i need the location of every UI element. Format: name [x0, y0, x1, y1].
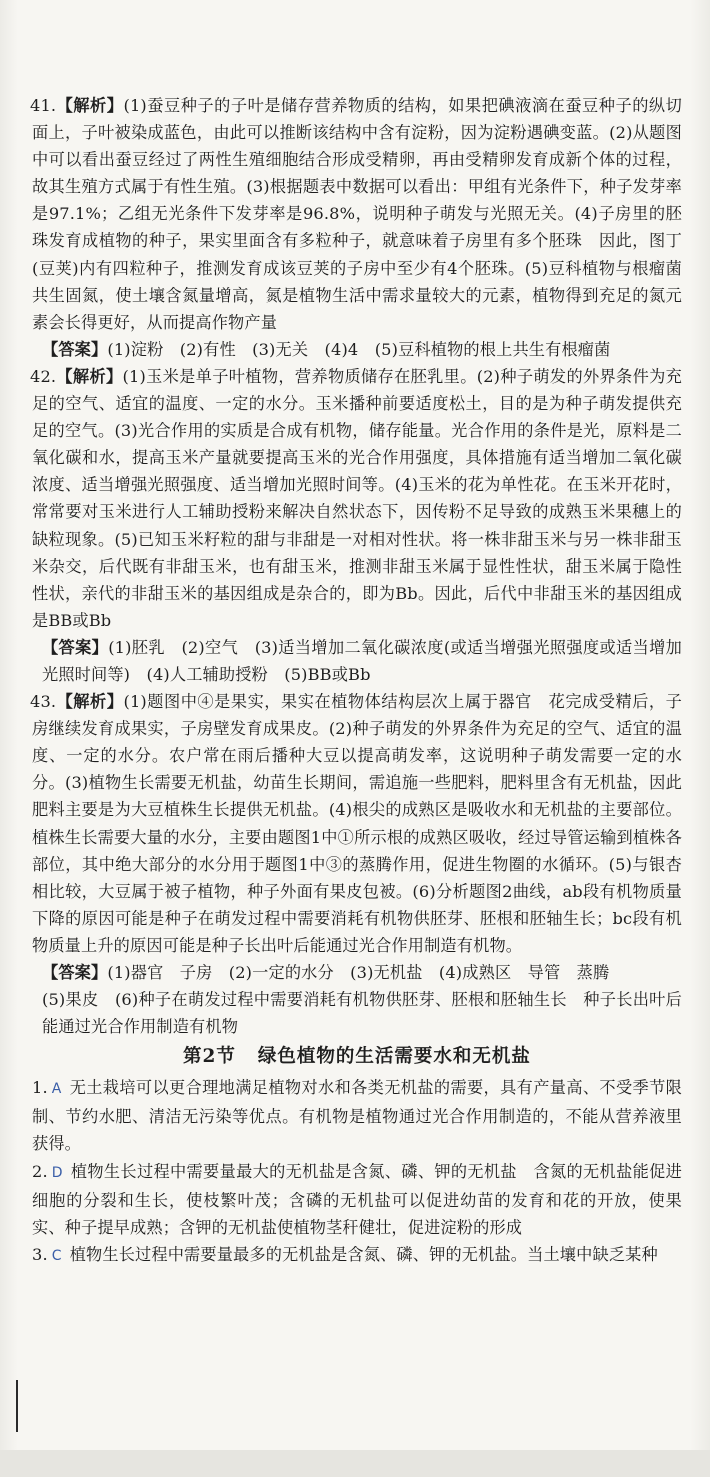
q42-analysis-tag: 【解析】 — [56, 366, 123, 386]
item-number: 3. — [32, 1244, 48, 1264]
q42-analysis-text: (1)玉米是单子叶植物，营养物质储存在胚乳里。(2)种子萌发的外界条件为充足的空气、适宜的温度、一定的水分。玉米播种前要适度松土，目的是为种子萌发提供充足的空气。(3)光合作用的实质是合成有机物，储存能量。光合作用的条件是光，原料是二氧化碳和水，提高玉米产量就要提高玉米的光合作用强度，具体措施有适当增加二氧化碳浓度、适当增强光照强度、适当增加光照时间等。(4)玉米的花为单性花。在玉米开花时，常常要对玉米进行人工辅助授粉来解决自然状态下，因传粉不足导致的成熟玉米果穗上的缺粒现象。(5)已知玉米籽粒的甜与非甜是一对相对性状。将一株非甜玉米与另一株非甜玉米杂交，后代既有非甜玉米，也有甜玉米，推测非甜玉米属于显性性状，甜玉米属于隐性性状，亲代的非甜玉米的基因组成是杂合的，即为Bb。因此，后代中非甜玉米的基因组成是BB或Bb — [32, 366, 682, 630]
q43-answer-line2: (5)果皮 (6)种子在萌发过程中需要消耗有机物供胚芽、胚根和胚轴生长 种子长出叶后能通过光合作用制造有机物 — [42, 990, 682, 1037]
q43-number: 43. — [30, 692, 57, 712]
item-number: 1. — [32, 1078, 48, 1098]
list-item — [32, 1158, 682, 1241]
item-text: 无土栽培可以更合理地满足植物对水和各类无机盐的需要，具有产量高、不受季节限制、节约水肥、清洁无污染等优点。有机物是植物通过光合作用制造的，不能从营养液里获得。 — [32, 1078, 682, 1154]
q41-answer-text: (1)淀粉 (2)有性 (3)无关 (4)4 (5)豆科植物的根上共生有根瘤菌 — [107, 339, 611, 359]
section-title: 绿色植物的生活需要水和无机盐 — [257, 1046, 531, 1068]
q42-number: 42. — [30, 366, 57, 386]
page-bottom-band — [0, 1450, 710, 1477]
q42-answer-text: (1)胚乳 (2)空气 (3)适当增加二氧化碳浓度(或适当增强光照强度或适当增加光照时间等) (4)人工辅助授粉 (5)BB或Bb — [42, 637, 682, 684]
q43-answer-tag: 【答案】 — [42, 963, 108, 982]
q43-analysis — [32, 688, 682, 959]
margin-rule — [16, 1380, 18, 1432]
q43-answer — [32, 959, 682, 986]
q41-answer — [32, 336, 682, 363]
item-text: 植物生长过程中需要量最大的无机盐是含氮、磷、钾的无机盐 含氮的无机盐能促进细胞的分裂和生长，使枝繁叶茂；含磷的无机盐可以促进幼苗的发育和花的开放，使果实、种子提早成熟；含钾的无机盐使植物茎秆健壮，促进淀粉的形成 — [32, 1161, 682, 1237]
list-item — [32, 1241, 682, 1270]
section-heading — [32, 1042, 682, 1072]
item-option: A — [51, 1081, 62, 1098]
q42-answer — [32, 634, 682, 688]
q41-answer-tag: 【答案】 — [42, 339, 108, 359]
q41-analysis-tag: 【解析】 — [56, 96, 124, 115]
q43-analysis-tag: 【解析】 — [56, 692, 124, 712]
q43-answer-line1: (1)器官 子房 (2)一定的水分 (3)无机盐 (4)成熟区 导管 蒸腾 — [107, 963, 610, 982]
q41-analysis-text: (1)蚕豆种子的子叶是储存营养物质的结构，如果把碘液滴在蚕豆种子的纵切面上，子叶被染成蓝色，由此可以推断该结构中含有淀粉，因为淀粉遇碘变蓝。(2)从题图中可以看出蚕豆经过了两性生殖细胞结合形成受精卵，再由受精卵发育成新个体的过程，故其生殖方式属于有性生殖。(3)根据题表中数据可以看出：甲组有光条件下，种子发芽率是97.1%；乙组无光条件下发芽率是96.8%，说明种子萌发与光照无关。(4)子房里的胚珠发育成植物的种子，果实里面含有多粒种子，就意味着子房里有多个胚珠 因此，图丁(豆荚)内有四粒种子，推测发育成该豆荚的子房中至少有4个胚珠。(5)豆科植物与根瘤菌共生固氮，使土壤含氮量增高，氮是植物生活中需求量较大的元素，植物得到充足的氮元素会长得更好，从而提高作物产量 — [32, 96, 682, 332]
q41-analysis — [32, 92, 682, 336]
q41-number: 41. — [30, 96, 57, 115]
q42-analysis — [32, 363, 682, 634]
section-number: 第2节 — [183, 1046, 236, 1068]
list-item — [32, 1074, 682, 1157]
item-option: C — [51, 1247, 62, 1264]
q43-analysis-text: (1)题图中④是果实，果实在植物体结构层次上属于器官 花完成受精后，子房继续发育成果实，子房壁发育成果皮。(2)种子萌发的外界条件为充足的空气、适宜的温度、一定的水分。农户常在雨后播种大豆以提高萌发率，这说明种子萌发需要一定的水分。(3)植物生长需要无机盐，幼苗生长期间，需追施一些肥料，肥料里含有无机盐，因此肥料主要是为大豆植株生长提供无机盐。(4)根尖的成熟区是吸收水和无机盐的主要部位。植株生长需要大量的水分，主要由题图1中①所示根的成熟区吸收，经过导管运输到植株各部位，其中绝大部分的水分用于题图1中③的蒸腾作用，促进生物圈的水循环。(5)与银杏相比较，大豆属于被子植物，种子外面有果皮包被。(6)分析题图2曲线，ab段有机物质量下降的原因可能是种子在萌发过程中需要消耗有机物供胚芽、胚根和胚轴生长；bc段有机物质量上升的原因可能是种子长出叶后能通过光合作用制造有机物。 — [32, 692, 682, 955]
q43-answer-continued — [32, 986, 682, 1040]
item-number: 2. — [32, 1161, 48, 1181]
item-option: D — [51, 1164, 63, 1181]
answer-key-content — [32, 92, 682, 1270]
q42-answer-tag: 【答案】 — [42, 637, 109, 657]
item-text: 植物生长过程中需要量最多的无机盐是含氮、磷、钾的无机盐。当土壤中缺乏某种 — [69, 1244, 658, 1264]
